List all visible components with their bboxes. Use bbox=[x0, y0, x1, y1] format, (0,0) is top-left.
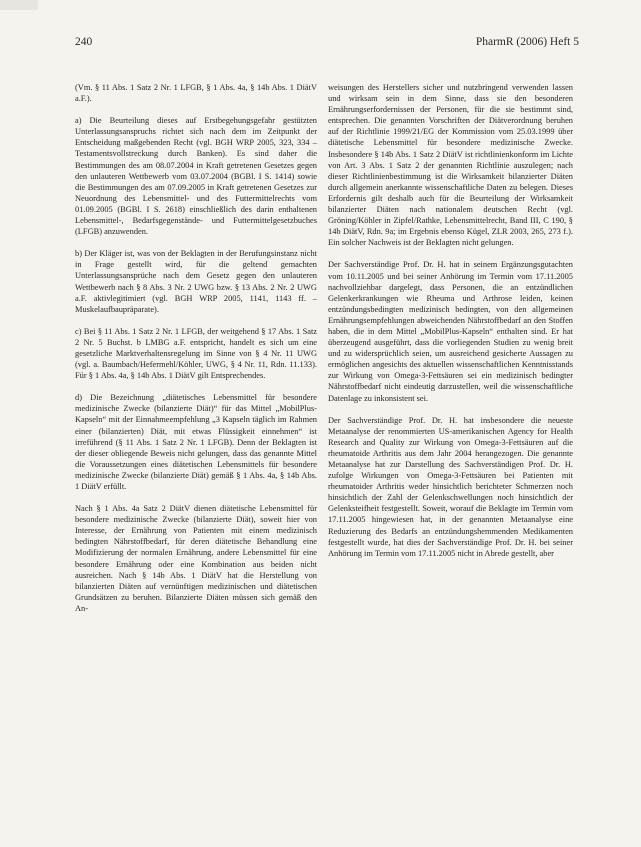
paragraph: (Vm. § 11 Abs. 1 Satz 2 Nr. 1 LFGB, § 1 Abs. 4a, § 14b Abs. 1 DiätV a.F.). bbox=[75, 83, 317, 104]
paragraph: Nach § 1 Abs. 4a Satz 2 DiätV dienen diätetische Lebensmittel für besondere medizinische Zwecke (bilanzierte Diät), soweit hier von Interesse, der Ernährung von Patienten mit einem medizinisch bedingten Nährstoffbedarf, für deren diätetische Behandlung eine Modifizierung der normalen Ernährung, andere Lebensmittel für eine besondere Ernährung oder eine Kombination aus beiden nicht ausreichen. Nach § 14b Abs. 1 DiätV hat die Herstellung von bilanzierten Diäten auf vernünftigen medizinischen und diätetischen Grundsätzen zu beruhen. Bilanzierte Diäten müssen sich gemäß den An- bbox=[75, 504, 317, 613]
paragraph: a) Die Beurteilung dieses auf Erstbegehungsgefahr gestützten Unterlassungsanspruchs richtet sich nach dem im Zeitpunkt der Entscheidung maßgebenden Recht (vgl. BGH WRP 2005, 323, 334 – Testamentsvollstreckung durch Banken). Es sind daher die Bestimmungen des am 08.07.2004 in Kraft getretenen Gesetzes gegen den unlauteren Wettbewerb vom 03.07.2004 (BGBl. I S. 1414) sowie die Bestimmungen des am 07.09.2005 in Kraft getretenen Gesetzes zur Neuordnung des Lebensmittel- und des Futtermittelrechts vom 01.09.2005 (BGBl. I S. 2618) einschließlich des darin enthaltenen Lebensmittel-, Bedarfsgegenstände- und Futtermittelgesetzbuches (LFGB) anzuwenden. bbox=[75, 116, 317, 237]
scan-corner-shade bbox=[0, 0, 38, 10]
journal-reference: PharmR (2006) Heft 5 bbox=[475, 36, 579, 48]
paragraph: b) Der Kläger ist, was von der Beklagten in der Berufungsinstanz nicht in Frage gestellt wird, für die geltend gemachten Unterlassungsansprüche nach dem Gesetz gegen den unlauteren Wettbewerb nach § 8 Abs. 3 Nr. 2 UWG bzw. § 13 Abs. 2 Nr. 2 UWG a.F. aktivlegitimiert (vgl. BGH WRP 2005, 1141, 1143 ff. – Muskelaufbaupräparate). bbox=[75, 249, 317, 314]
page-number: 240 bbox=[75, 36, 93, 48]
paragraph: weisungen des Herstellers sicher und nutzbringend verwenden lassen und wirksam sein in dem Sinne, dass sie den besonderen Ernährungserfordernissen der Personen, für die sie bestimmt sind, entsprechen. Die genannten Vorschriften der Diätverordnung beruhen auf der Richtlinie 1999/21/EG der Kommission vom 25.03.1999 über diätetische Lebensmittel für besondere medizinische Zwecke. Insbesondere § 14b Abs. 1 Satz 2 DiätV ist richtlinienkonform im Lichte von Art. 3 Abs. 1 Satz 2 der genannten Richtlinie auszulegen; nach dieser Richtlinienbestimmung ist die Wirksamkeit bilanzierter Diäten durch allgemein anerkannte wissenschaftliche Daten zu belegen. Dieses Erfordernis gilt deshalb auch für die Beurteilung der Wirksamkeit bilanzierter Diäten nach nationalem deutschen Recht (vgl. Gröning/Köhler in Zipfel/Rathke, Lebensmittelrecht, Band III, C 190, § 14b DiätV, Rdn. 9a; im Ergebnis ebenso Kügel, ZLR 2003, 265, 273 f.). Ein solcher Nachweis ist der Beklagten nicht gelungen. bbox=[328, 83, 573, 248]
page-header bbox=[75, 34, 579, 50]
paragraph: Der Sachverständige Prof. Dr. H. hat insbesondere die neueste Metaanalyse der renommierten US-amerikanischen Agency for Health Research and Quality zur Wirkung von Omega-3-Fettsäuren auf die rheumatoide Arthritis aus dem Jahr 2004 herangezogen. Die genannte Metaanalyse hat zur Darstellung des Sachverständigen Prof. Dr. H. zufolge Wirkungen von Omega-3-Fettsäuren bei Patienten mit rheumatoider Arthritis weder hinsichtlich berichteter Schmerzen noch hinsichtlich der Zahl der Gelenkschwellungen noch hinsichtlich der Gelenksteifheit festgestellt. Soweit, worauf die Beklagte im Termin vom 17.11.2005 hingewiesen hat, in der genannten Metaanalyse eine Reduzierung des Bedarfs an entzündungshemmenden Medikamenten festgestellt wurde, hat dies der Sachverständige Prof. Dr. H. bei seiner Anhörung im Termin vom 17.11.2005 nicht in Abrede gestellt, aber bbox=[328, 415, 573, 558]
paragraph: d) Die Bezeichnung „diätetisches Lebensmittel für besondere medizinische Zwecke (bilanzierte Diät)“ für das Mittel „MobilPlus-Kapseln“ mit der Einnahmeempfehlung „3 Kapseln täglich im Rahmen einer (bilanzierten) Diät, mit etwas Flüssigkeit einnehmen“ ist irreführend (§ 11 Abs. 1 Satz 2 Nr. 1 LFGB). Denn der Beklagten ist der dieser obliegende Beweis nicht gelungen, dass das genannte Mittel die Voraussetzungen eines diätetischen Lebensmittels für besondere medizinische Zwecke (bilanzierte Diät) gemäß § 1 Abs. 4a, § 14b Abs. 1 DiätV erfüllt. bbox=[75, 393, 317, 491]
paragraph: c) Bei § 11 Abs. 1 Satz 2 Nr. 1 LFGB, der weitgehend § 17 Abs. 1 Satz 2 Nr. 5 Buchst. b LMBG a.F. entspricht, handelt es sich um eine gesetzliche Marktverhaltensregelung im Sinne von § 4 Nr. 11 UWG (vgl. a. Baumbach/Hefermehl/Köhler, UWG, § 4 Nr. 11, Rdn. 11.133). Für § 1 Abs. 4a, § 14b Abs. 1 DiätV gilt Entsprechendes. bbox=[75, 326, 317, 381]
right-text-column bbox=[328, 82, 573, 570]
left-text-column bbox=[75, 82, 317, 625]
paragraph: Der Sachverständige Prof. Dr. H. hat in seinem Ergänzungsgutachten vom 10.11.2005 und bei seiner Anhörung im Termin vom 17.11.2005 nachvollziehbar dargelegt, dass Personen, die an entzündlichen Gelenkerkrankungen wie Rheuma und Arthrose leiden, keinen entzündungsbedingten medizinisch bedingten, von den allgemeinen Ernährungsempfehlungen abweichenden Nährstoffbedarf an den Stoffen haben, die in dem Mittel „MobilPlus-Kapseln“ enthalten sind. Er hat überzeugend ausgeführt, dass die vorliegenden Studien zu wenig breit und zu widersprüchlich seien, um ausreichend gesicherte Aussagen zu ermöglichen angesichts des aktuellen wissenschaftlichen Kenntnisstands zur Wirkung von Omega-3-Fettsäuren sei ein medizinisch bedingter Nährstoffbedarf nicht eindeutig darzustellen, weil die wissenschaftliche Datenlage zu inkonsistent sei. bbox=[328, 260, 573, 403]
